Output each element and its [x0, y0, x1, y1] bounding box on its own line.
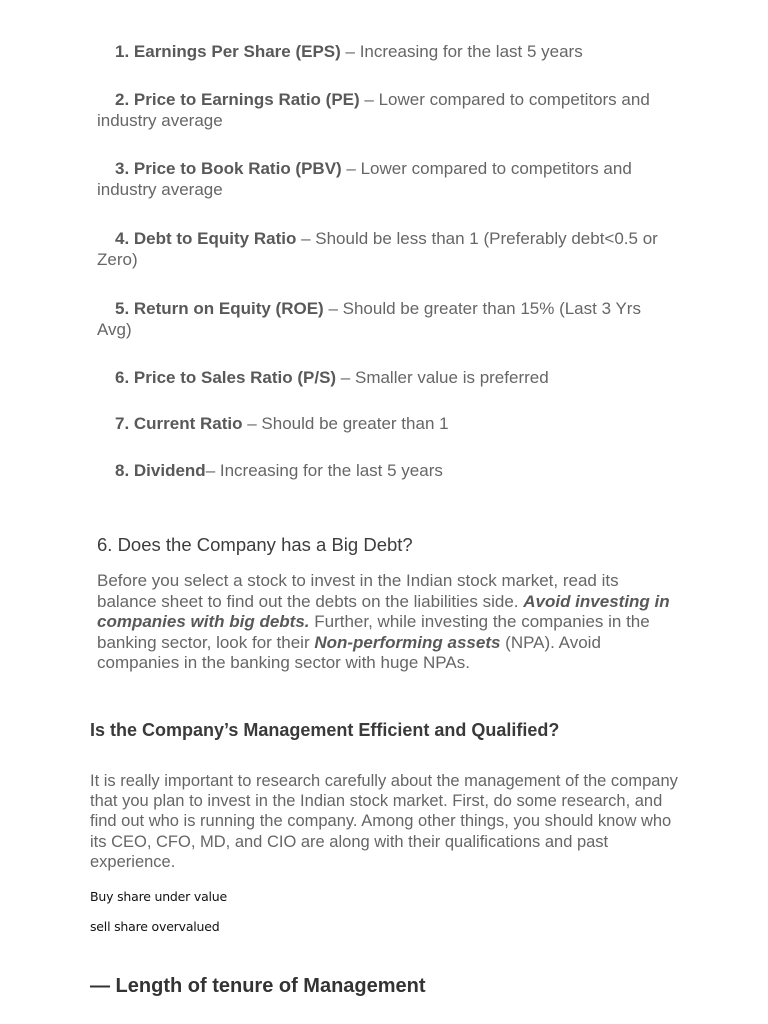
debt-emphasis-1: Avoid investing in companies with big debts. [97, 591, 670, 632]
ratio-item-eps [97, 42, 677, 63]
ratio-text: – Increasing for the last 5 years [340, 42, 583, 61]
ratio-item-roe [97, 299, 677, 340]
ratio-label: 7. Current Ratio [115, 414, 243, 433]
ratio-label: 4. Debt to Equity Ratio [115, 229, 297, 248]
ratio-label: 5. Return on Equity (ROE) [115, 299, 324, 318]
ratio-text: – Should be less than 1 (Preferably debt<0.5 or Zero) [97, 229, 658, 269]
note-buy: Buy share under value [90, 889, 228, 904]
ratio-item-pe [97, 90, 677, 131]
ratio-label: 6. Price to Sales Ratio (P/S) [115, 368, 337, 387]
ratio-label: 8. Dividend [115, 461, 206, 480]
ratio-item-current [97, 414, 677, 435]
ratio-item-debt-equity [97, 229, 677, 270]
debt-paragraph [97, 571, 677, 674]
management-paragraph: It is really important to research carefully about the management of the company that you plan to invest in the Indian stock market. First, do some research, and find out who is running the company. Among other things, you should know who its CEO, CFO, MD, and CIO are along with their qualifications and past experience. [90, 772, 678, 871]
ratio-item-ps [97, 368, 677, 389]
ratio-text: – Increasing for the last 5 years [205, 461, 443, 480]
ratio-item-dividend [97, 461, 677, 482]
ratio-text: – Should be greater than 1 [242, 414, 449, 433]
debt-text-2: Further, while investing the companies in the banking sector, look for their [97, 612, 650, 652]
ratio-text: – Smaller value is preferred [336, 368, 549, 387]
debt-text-1: Before you select a stock to invest in the Indian stock market, read its balance sheet to find out the debts on the liabilities side. [97, 571, 619, 611]
debt-heading: 6. Does the Company has a Big Debt? [97, 534, 413, 555]
ratio-label: 2. Price to Earnings Ratio (PE) [115, 90, 360, 109]
ratio-label: 3. Price to Book Ratio (PBV) [115, 159, 342, 178]
ratio-text: – Lower compared to competitors and industry average [97, 159, 632, 199]
tenure-heading: — Length of tenure of Management [90, 975, 426, 997]
ratio-text: – Lower compared to competitors and industry average [97, 90, 650, 130]
debt-text-3: (NPA). Avoid companies in the banking sector with huge NPAs. [97, 632, 601, 673]
management-heading: Is the Company’s Management Efficient and Qualified? [90, 720, 560, 740]
ratio-text: – Should be greater than 15% (Last 3 Yrs Avg) [97, 299, 641, 339]
ratio-item-pbv [97, 159, 677, 200]
debt-emphasis-2: Non-performing assets [314, 632, 501, 652]
ratio-label: 1. Earnings Per Share (EPS) [115, 42, 341, 61]
note-sell: sell share overvalued [90, 919, 220, 934]
